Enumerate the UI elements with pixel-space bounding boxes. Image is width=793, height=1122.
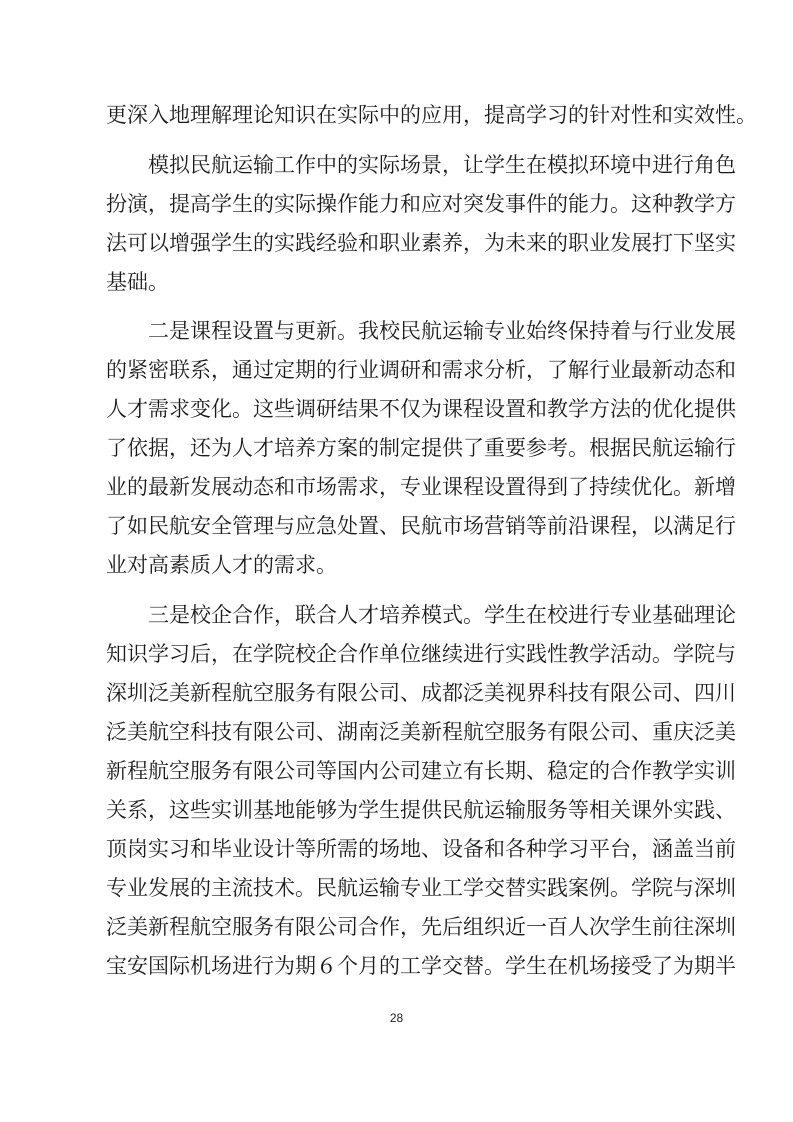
- text-line: 深圳泛美新程航空服务有限公司、成都泛美视界科技有限公司、四川: [106, 681, 736, 705]
- text-line: 人才需求变化。这些调研结果不仅为课程设置和教学方法的优化提供: [106, 397, 736, 421]
- text-line: 关系，这些实训基地能够为学生提供民航运输服务等相关课外实践、: [106, 798, 736, 822]
- text-line: 法可以增强学生的实践经验和职业素养，为未来的职业发展打下坚实: [106, 231, 736, 255]
- text-line: 专业发展的主流技术。民航运输专业工学交替实践案例。学院与深圳: [106, 876, 736, 900]
- text-line: 顶岗实习和毕业设计等所需的场地、设备和各种学习平台，涵盖当前: [106, 837, 736, 861]
- text-line: 了如民航安全管理与应急处置、民航市场营销等前沿课程，以满足行: [106, 514, 736, 538]
- page-number: 28: [389, 1011, 404, 1025]
- text-line: 扮演，提高学生的实际操作能力和应对突发事件的能力。这种教学方: [106, 192, 736, 216]
- text-line: 泛美航空科技有限公司、湖南泛美新程航空服务有限公司、重庆泛美: [106, 720, 736, 744]
- text-line: 业对高素质人才的需求。: [106, 553, 337, 577]
- text-line: 知识学习后，在学院校企合作单位继续进行实践性教学活动。学院与: [106, 642, 736, 666]
- paragraph-first-line: 二是课程设置与更新。我校民航运输专业始终保持着与行业发展: [148, 319, 736, 343]
- text-line: 更深入地理解理论知识在实际中的应用，提高学习的针对性和实效性。: [106, 103, 757, 127]
- text-line: 基础。: [106, 270, 169, 294]
- text-line: 了依据，还为人才培养方案的制定提供了重要参考。根据民航运输行: [106, 436, 736, 460]
- text-line: 宝安国际机场进行为期６个月的工学交替。学生在机场接受了为期半: [106, 954, 736, 978]
- text-line: 泛美新程航空服务有限公司合作，先后组织近一百人次学生前往深圳: [106, 915, 736, 939]
- paragraph-first-line: 模拟民航运输工作中的实际场景，让学生在模拟环境中进行角色: [148, 153, 736, 177]
- text-line: 的紧密联系，通过定期的行业调研和需求分析，了解行业最新动态和: [106, 358, 736, 382]
- text-line: 业的最新发展动态和市场需求，专业课程设置得到了持续优化。新增: [106, 475, 736, 499]
- paragraph-first-line: 三是校企合作，联合人才培养模式。学生在校进行专业基础理论: [148, 603, 736, 627]
- text-line: 新程航空服务有限公司等国内公司建立有长期、稳定的合作教学实训: [106, 759, 736, 783]
